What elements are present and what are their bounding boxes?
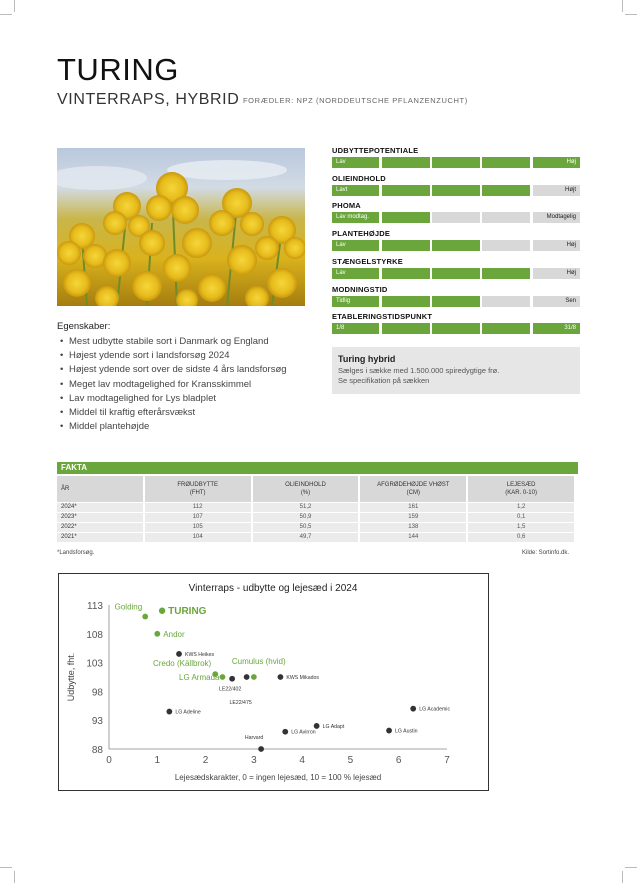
- rating-low-label: Lav modtag.: [336, 214, 370, 221]
- data-label: LE22/475: [229, 700, 252, 706]
- table-header: [468, 476, 574, 502]
- header-line: FRØUDBYTTE: [177, 482, 219, 488]
- rating-segment: [482, 212, 529, 223]
- header-line: AFGRØDEHØJDE VHØST: [377, 482, 450, 488]
- y-tick-label: 93: [91, 716, 103, 728]
- rating-segment: [382, 296, 429, 307]
- data-label: LG Adeline: [175, 709, 201, 716]
- data-label: LG Adapt: [322, 723, 345, 730]
- rating-bar: [332, 157, 580, 168]
- header-line: (FHT): [189, 490, 206, 496]
- rating-high-label: Høj: [566, 159, 576, 165]
- hybrid-title: Turing hybrid: [338, 354, 396, 364]
- chart-svg: [59, 574, 488, 790]
- header-line: (CM): [406, 490, 420, 496]
- data-point: [176, 651, 182, 657]
- rating-row: [332, 257, 580, 279]
- table-header: ÅR: [57, 476, 143, 502]
- rating-segment: [432, 240, 479, 251]
- data-point: [410, 706, 416, 712]
- rating-high-label: Modtagelig: [546, 214, 576, 221]
- table-header: [145, 476, 251, 502]
- data-point: [159, 608, 165, 614]
- crop-mark: [14, 871, 15, 883]
- list-item: • Højest ydende sort over de sidste 4 års landsforsøg: [60, 363, 287, 377]
- table-cell: 0,1: [468, 513, 574, 522]
- x-tick-label: 2: [202, 755, 209, 766]
- table-cell: 144: [360, 533, 466, 542]
- table-row: [57, 523, 574, 532]
- data-point: [282, 729, 288, 735]
- rating-row: [332, 174, 580, 196]
- table-cell: 51,2: [253, 503, 359, 512]
- hybrid-info-box: [332, 347, 580, 394]
- data-point: [166, 709, 172, 715]
- x-tick-label: 3: [251, 755, 257, 766]
- rating-low-label: Lav: [336, 242, 346, 249]
- data-point: [251, 674, 257, 680]
- rating-row: [332, 312, 580, 334]
- rating-bar: [332, 212, 580, 223]
- fakta-table: [55, 475, 576, 543]
- fakta-title: FAKTA: [57, 462, 578, 474]
- rating-segment: [432, 323, 479, 334]
- rating-high-label: 31/8: [564, 325, 576, 332]
- rating-label: PLANTEHØJDE: [332, 229, 391, 239]
- data-label: LG Armada: [179, 673, 220, 682]
- crop-mark: [622, 871, 623, 883]
- rating-segment: [432, 212, 479, 223]
- header-line: LEJESÆD: [506, 482, 536, 488]
- table-cell: 49,7: [253, 533, 359, 542]
- rating-segment: [482, 268, 529, 279]
- rating-segment: [482, 296, 529, 307]
- rating-segment: [482, 185, 529, 196]
- table-row: [57, 503, 574, 512]
- table-cell: 104: [145, 533, 251, 542]
- header-line: (%): [300, 490, 311, 496]
- rating-segment: [482, 240, 529, 251]
- data-label: Andor: [163, 629, 185, 639]
- properties-list: [60, 335, 287, 434]
- hybrid-text: Se specifikation på sækken: [338, 376, 430, 385]
- data-point: [142, 614, 148, 620]
- table-cell: 161: [360, 503, 466, 512]
- breeder-note: FORÆDLER: NPZ (NORDDEUTSCHE PFLANZENZUCHT): [243, 96, 468, 105]
- rating-segment: [382, 185, 429, 196]
- rating-low-label: 1/8: [336, 325, 345, 332]
- rating-segment: [482, 323, 529, 334]
- x-tick-label: 1: [154, 755, 161, 766]
- data-label: Cumulus (hvid): [231, 657, 286, 666]
- product-title: TURING: [57, 52, 179, 87]
- rating-segment: [432, 157, 479, 168]
- rating-high-label: Sen: [565, 297, 576, 304]
- data-label: KWS Mikados: [286, 675, 319, 681]
- rating-bar: [332, 323, 580, 334]
- x-tick-label: 5: [347, 755, 354, 766]
- data-label: LE22/402: [219, 686, 242, 693]
- data-point: [314, 723, 320, 729]
- table-header: [360, 476, 466, 502]
- x-tick-label: 6: [395, 755, 402, 766]
- table-cell: 1,2: [468, 503, 574, 512]
- rating-low-label: Tidlig: [336, 297, 351, 304]
- data-label: LG Academic: [419, 706, 451, 713]
- rating-bar: [332, 185, 580, 196]
- y-tick-label: 98: [91, 687, 103, 699]
- table-cell: 107: [145, 513, 251, 522]
- rapeseed-illustration: [57, 148, 305, 306]
- rapeseed-photo: [57, 148, 305, 306]
- header-line: OLIEINDHOLD: [285, 482, 326, 488]
- data-point: [244, 674, 250, 680]
- rating-label: OLIEINDHOLD: [332, 173, 386, 183]
- data-point: [258, 746, 264, 752]
- table-cell: 138: [360, 523, 466, 532]
- rating-segment: [382, 212, 429, 223]
- list-item: • Mest udbytte stabile sort i Danmark og England: [60, 335, 287, 349]
- chart-title: Vinterraps - udbytte og lejesæd i 2024: [188, 583, 358, 594]
- hybrid-text: Sælges i sække med 1.500.000 spiredygtige frø.: [338, 366, 500, 375]
- table-cell: 112: [145, 503, 251, 512]
- rating-segment: [382, 157, 429, 168]
- rating-bar: [332, 240, 580, 251]
- rating-segment: [482, 157, 529, 168]
- table-cell: 2023*: [57, 513, 143, 522]
- table-cell: 0,6: [468, 533, 574, 542]
- y-tick-label: 103: [86, 658, 103, 670]
- crop-mark: [0, 14, 12, 15]
- crop-mark: [625, 867, 637, 868]
- crop-mark: [0, 867, 12, 868]
- x-tick-label: 7: [444, 755, 450, 766]
- data-point: [220, 674, 226, 680]
- crop-mark: [625, 14, 637, 15]
- table-cell: 159: [360, 513, 466, 522]
- rating-segment: [382, 323, 429, 334]
- table-cell: 105: [145, 523, 251, 532]
- rating-high-label: Høj: [566, 242, 576, 249]
- rating-segment: [432, 268, 479, 279]
- data-label: Credo (Källbrok): [152, 659, 212, 669]
- rating-label: MODNINGSTID: [332, 284, 388, 294]
- y-tick-label: 108: [86, 629, 103, 641]
- list-item: • Middel til kraftig efterårsvækst: [60, 406, 287, 420]
- fakta-source: Kilde: Sortinfo.dk.: [522, 550, 570, 556]
- data-point: [278, 674, 284, 680]
- data-point: [386, 728, 392, 734]
- table-cell: 50,9: [253, 513, 359, 522]
- rating-segment: [382, 240, 429, 251]
- table-cell: 2022*: [57, 523, 143, 532]
- rating-low-label: Lav: [336, 159, 346, 165]
- properties-title: Egenskaber:: [57, 321, 111, 332]
- x-tick-label: 4: [299, 755, 305, 766]
- data-point: [154, 631, 160, 637]
- rating-label: STÆNGELSTYRKE: [332, 256, 403, 266]
- list-item: • Højest ydende sort i landsforsøg 2024: [60, 349, 287, 363]
- data-label: Harvard: [244, 735, 264, 741]
- rating-segment: [382, 268, 429, 279]
- rating-high-label: Højt: [565, 186, 576, 193]
- crop-mark: [622, 0, 623, 12]
- table-header: [253, 476, 359, 502]
- data-label: Golding: [114, 602, 143, 612]
- rating-row: [332, 201, 580, 223]
- rating-bar: [332, 296, 580, 307]
- list-item: • Lav modtagelighed for Lys bladplet: [60, 392, 287, 406]
- y-tick-label: 88: [91, 745, 103, 756]
- x-axis-label: Lejesædskarakter, 0 = ingen lejesæd, 10 = 100 % lejesæd: [174, 773, 382, 782]
- rating-label: PHOMA: [332, 201, 361, 211]
- rating-bar: [332, 268, 580, 279]
- table-row: [57, 513, 574, 522]
- product-subtitle: VINTERRAPS, HYBRID: [57, 91, 240, 108]
- rating-high-label: Høj: [566, 269, 576, 276]
- rating-label: ETABLERINGSTIDSPUNKT: [332, 312, 433, 322]
- x-tick-label: 0: [106, 755, 112, 766]
- table-cell: 50,5: [253, 523, 359, 532]
- data-label: KWS Heikes: [185, 651, 215, 658]
- rating-row: [332, 229, 580, 251]
- list-item: • Meget lav modtagelighed for Kransskimmel: [60, 378, 287, 392]
- data-label: LG Avirron: [291, 729, 316, 736]
- yield-lodging-chart: [58, 573, 489, 791]
- rating-row: [332, 146, 580, 168]
- list-item: • Middel plantehøjde: [60, 420, 287, 434]
- data-label: TURING: [168, 605, 207, 617]
- rating-low-label: Lav: [336, 269, 346, 276]
- y-axis-label: Udbytte, fht.: [66, 652, 76, 702]
- data-point: [229, 676, 235, 682]
- data-label: LG Austin: [395, 728, 418, 735]
- table-cell: 1,5: [468, 523, 574, 532]
- y-tick-label: 113: [87, 601, 103, 612]
- table-row: [57, 533, 574, 542]
- rating-row: [332, 285, 580, 307]
- fakta-section: [57, 462, 578, 543]
- rating-segment: [432, 296, 479, 307]
- table-cell: 2024*: [57, 503, 143, 512]
- header-line: (KAR. 0-10): [505, 490, 537, 496]
- crop-mark: [14, 0, 15, 12]
- rating-label: UDBYTTEPOTENTIALE: [332, 146, 419, 155]
- rating-segment: [432, 185, 479, 196]
- rating-low-label: Lavt: [336, 186, 348, 193]
- table-cell: 2021*: [57, 533, 143, 542]
- table-header-row: [57, 476, 574, 502]
- fakta-footnote: *Landsforsøg.: [57, 550, 95, 556]
